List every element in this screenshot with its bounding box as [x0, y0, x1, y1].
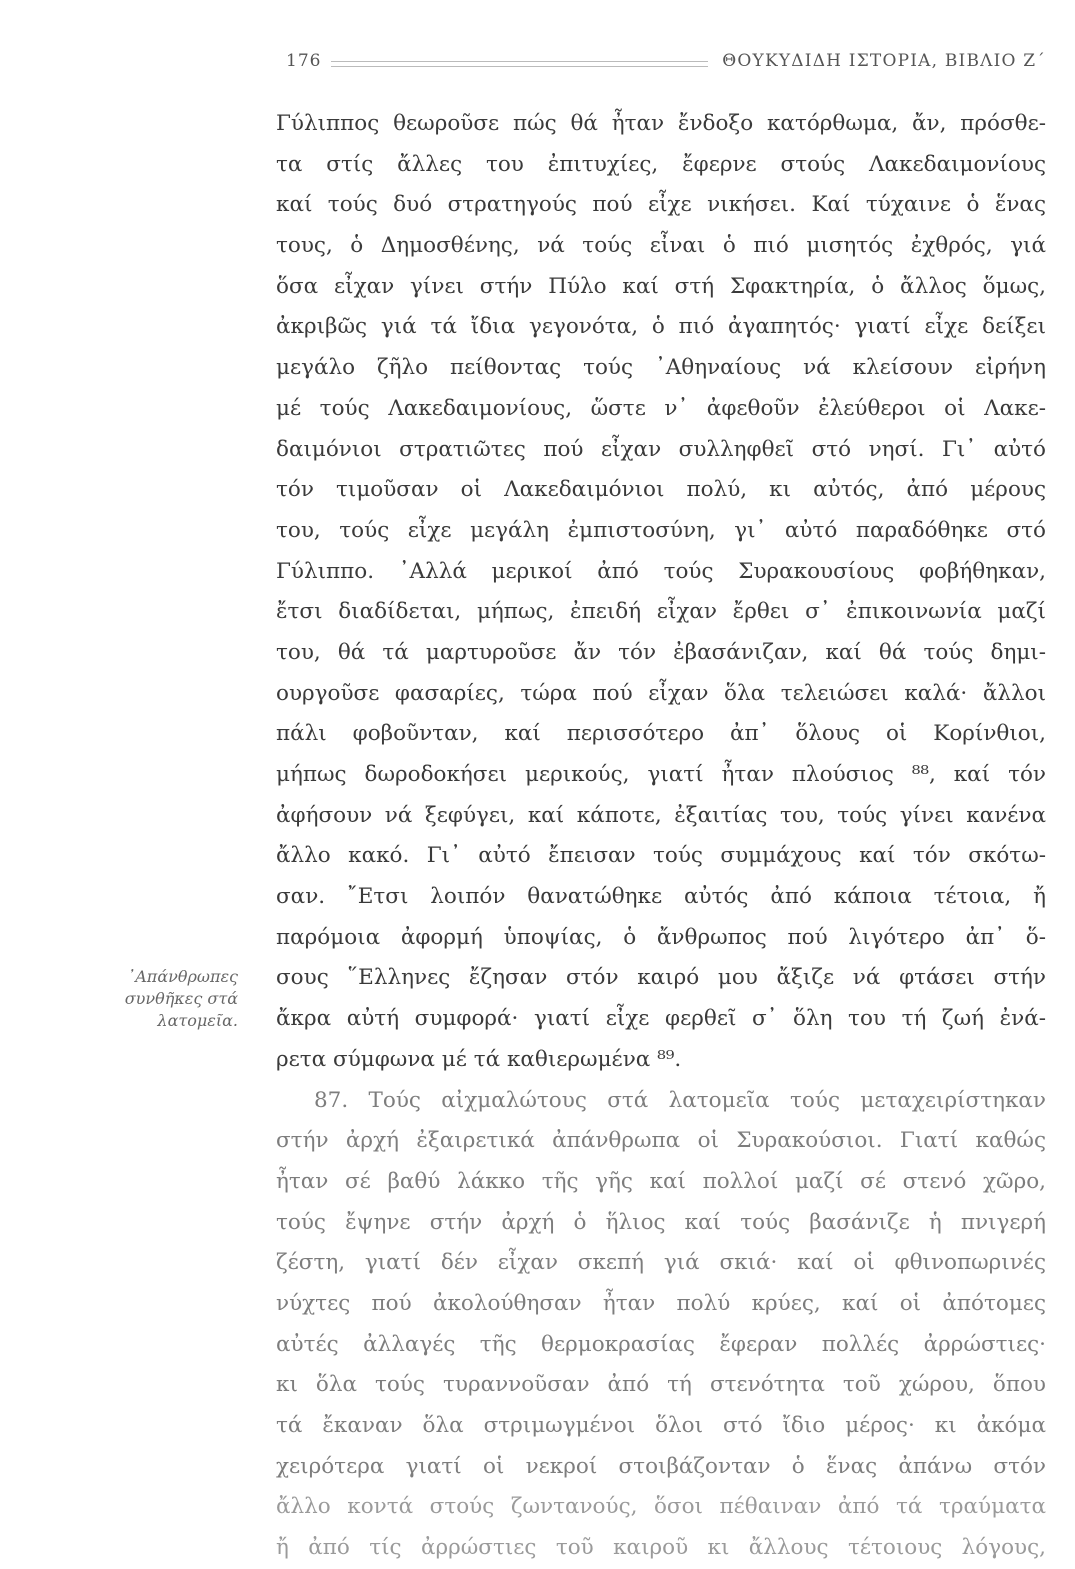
- text-line: νύχτες πού ἀκολούθησαν ἦταν πολύ κρύες, καί οἱ ἀπότομες: [276, 1290, 1046, 1316]
- text-line: παρόμοια ἀφορμή ὑποψίας, ὁ ἄνθρωπος πού λιγότερο ἀπ᾽ ὅ-: [276, 924, 1046, 950]
- margin-note-line: συνθῆκες στά: [124, 989, 238, 1008]
- text-line: ὅσα εἶχαν γίνει στήν Πύλο καί στή Σφακτηρία, ὁ ἄλλος ὅμως,: [276, 273, 1046, 299]
- text-line: τόν τιμοῦσαν οἱ Λακεδαιμόνιοι πολύ, κι αὐτός, ἀπό μέρους: [276, 477, 1046, 503]
- text-line: ἀκριβῶς γιά τά ἴδια γεγονότα, ὁ πιό ἀγαπητός· γιατί εἶχε δείξει: [276, 314, 1046, 340]
- text-line: μεγάλο ζῆλο πείθοντας τούς ᾽Αθηναίους νά κλείσουν εἰρήνη: [276, 355, 1046, 381]
- text-line: ἀφήσουν νά ξεφύγει, καί κάποτε, ἐξαιτίας του, τούς γίνει κανένα: [276, 802, 1046, 828]
- text-line: τους, ὁ Δημοσθένης, νά τούς εἶναι ὁ πιό μισητός ἐχθρός, γιά: [276, 233, 1046, 259]
- margin-note: [60, 966, 238, 1032]
- text-line: καί τούς δυό στρατηγούς πού εἶχε νικήσει. Καί τύχαινε ὁ ἕνας: [276, 192, 1046, 218]
- text-line: σους ῞Ελληνες ἔζησαν στόν καιρό μου ἄξιζε νά φτάσει στήν: [276, 965, 1046, 991]
- text-line: μήπως δωροδοκήσει μερικούς, γιατί ἦταν πλούσιος ⁸⁸, καί τόν: [276, 762, 1046, 787]
- text-line: τα στίς ἄλλες του ἐπιτυχίες, ἔφερνε στούς Λακεδαιμονίους: [276, 151, 1046, 177]
- text-line: ἄκρα αὐτή συμφορά· γιατί εἶχε φερθεῖ σ᾽ ὅλη του τή ζωή ἐνά-: [276, 1006, 1046, 1032]
- text-line: σαν. ῎Ετσι λοιπόν θανατώθηκε αὐτός ἀπό κάποια τέτοια, ἤ: [276, 884, 1046, 910]
- text-line: ζέστη, γιατί δέν εἶχαν σκεπή γιά σκιά· καί οἱ φθινοπωρινές: [276, 1250, 1046, 1276]
- text-line: ἦταν σέ βαθύ λάκκο τῆς γῆς καί πολλοί μαζί σέ στενό χῶρο,: [276, 1168, 1046, 1194]
- text-line: τά ἔκαναν ὅλα στριμωγμένοι ὅλοι στό ἴδιο μέρος· κι ἀκόμα: [276, 1413, 1046, 1438]
- text-line: Γύλιππος θεωροῦσε πώς θά ἦταν ἔνδοξο κατόρθωμα, ἄν, πρόσθε-: [276, 111, 1046, 136]
- body-text: [276, 104, 1046, 1569]
- text-line: πάλι φοβοῦνταν, καί περισσότερο ἀπ᾽ ὅλους οἱ Κορίνθιοι,: [276, 721, 1046, 747]
- margin-note-line: ᾽Απάνθρωπες: [127, 967, 238, 986]
- text-line: τούς ἔψηνε στήν ἀρχή ὁ ἥλιος καί τούς βασάνιζε ἡ πνιγερή: [276, 1209, 1046, 1235]
- text-line: δαιμόνιοι στρατιῶτες πού εἶχαν συλληφθεῖ στό νησί. Γι᾽ αὐτό: [276, 436, 1046, 462]
- section-start-line: 87. Τούς αἰχμαλώτους στά λατομεῖα τούς μεταχειρίστηκαν: [314, 1087, 1046, 1113]
- text-line: ἄλλο κακό. Γι᾽ αὐτό ἔπεισαν τούς συμμάχους καί τόν σκότω-: [276, 843, 1046, 869]
- margin-note-line: λατομεῖα.: [157, 1011, 238, 1030]
- text-line: ἄλλο κοντά στούς ζωντανούς, ὅσοι πέθαιναν ἀπό τά τραύματα: [276, 1494, 1046, 1520]
- running-header: [286, 46, 1046, 76]
- text-line: Γύλιππο. ᾽Αλλά μερικοί ἀπό τούς Συρακουσίους φοβήθηκαν,: [276, 558, 1046, 584]
- text-line: ρετα σύμφωνα μέ τά καθιερωμένα ⁸⁹.: [276, 1046, 682, 1072]
- text-line: ουργοῦσε φασαρίες, τώρα πού εἶχαν ὅλα τελειώσει καλά· ἄλλοι: [276, 680, 1046, 706]
- text-line: ἔτσι διαδίδεται, μήπως, ἐπειδή εἶχαν ἔρθει σ᾽ ἐπικοινωνία μαζί: [276, 599, 1046, 625]
- text-line: του, τούς εἶχε μεγάλη ἐμπιστοσύνη, γι᾽ αὐτό παραδόθηκε στό: [276, 517, 1046, 543]
- running-title: ΘΟΥΚΥΔΙΔΗ ΙΣΤΟΡΙΑ, ΒΙΒΛΙΟ Ζ΄: [722, 51, 1046, 71]
- text-line: ἤ ἀπό τίς ἀρρώστιες τοῦ καιροῦ κι ἄλλους τέτοιους λόγους,: [276, 1535, 1046, 1561]
- text-line: στήν ἀρχή ἐξαιρετικά ἀπάνθρωπα οἱ Συρακούσιοι. Γιατί καθώς: [276, 1128, 1046, 1154]
- page-number: 176: [286, 51, 322, 71]
- text-line: του, θά τά μαρτυροῦσε ἄν τόν ἐβασάνιζαν, καί θά τούς δημι-: [276, 639, 1046, 665]
- header-rule: [331, 61, 708, 67]
- text-line: μέ τούς Λακεδαιμονίους, ὥστε ν᾽ ἀφεθοῦν ἐλεύθεροι οἱ Λακε-: [276, 395, 1046, 421]
- text-line: αὐτές ἀλλαγές τῆς θερμοκρασίας ἔφεραν πολλές ἀρρώστιες·: [276, 1331, 1046, 1357]
- text-line: κι ὅλα τούς τυραννοῦσαν ἀπό τή στενότητα τοῦ χώρου, ὅπου: [276, 1372, 1046, 1398]
- text-line: χειρότερα γιατί οἱ νεκροί στοιβάζονταν ὁ ἕνας ἀπάνω στόν: [276, 1453, 1046, 1479]
